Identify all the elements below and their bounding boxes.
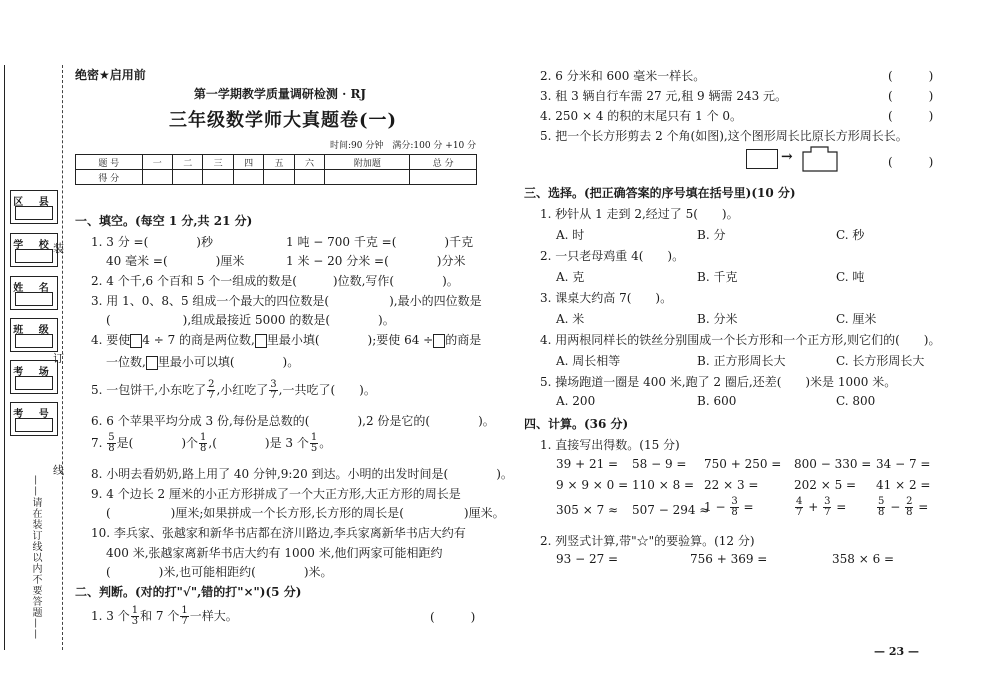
bind-char-xian: 线: [53, 464, 64, 477]
j1: 1. 3 个 $\frac{1}{3}$ 和 7 个 $\frac{1}{7}$ 一样大。: [91, 605, 238, 627]
fraction: $\frac{1}{8}$: [200, 432, 207, 454]
page-number: — 23 —: [874, 645, 919, 658]
q3a: 3. 用 1、0、8、5 组成一个最大的四位数是( ),最小的四位数是: [91, 294, 482, 308]
q4a: 4. 要使 4 ÷ 7 的商是两位数, 里最小填( );要使 64 ÷ 的商是: [91, 333, 482, 347]
answer-paren[interactable]: ( ): [888, 69, 934, 83]
q3b: ( ),组成最接近 5000 的数是( )。: [106, 313, 395, 327]
q1d: 1 米 − 20 分米 =( )分米: [286, 254, 466, 268]
calc-item: 39 + 21 =: [556, 457, 619, 471]
q1a: 1. 3 分 =( )秒: [91, 235, 213, 249]
q7: 7. $\frac{5}{8}$ 是( )个 $\frac{1}{8}$ ,( )是 3 个 $\frac{1}{5}$ 。: [91, 432, 332, 454]
fraction: $\frac{5}{8}$: [878, 496, 885, 518]
calc-item: 202 × 5 =: [794, 478, 857, 492]
vertical-calc-1: 93 − 27 =: [556, 552, 619, 566]
c4-option-b[interactable]: B. 正方形周长大: [697, 354, 786, 368]
c2-option-b[interactable]: B. 千克: [697, 270, 738, 284]
calc-item: 110 × 8 =: [632, 478, 695, 492]
k1: 1. 直接写出得数。(15 分): [540, 438, 680, 452]
c1-option-a[interactable]: A. 时: [556, 228, 585, 242]
vertical-calc-2: 756 + 369 =: [690, 552, 768, 566]
field-class[interactable]: 班 级: [10, 318, 58, 352]
binding-line-outer: [4, 65, 5, 650]
fraction: $\frac{3}{8}$: [731, 496, 738, 518]
calc-item: 34 − 7 =: [876, 457, 931, 471]
field-name[interactable]: 姓 名: [10, 276, 58, 310]
c3-option-a[interactable]: A. 米: [556, 312, 585, 326]
calc-item: 41 × 2 =: [876, 478, 931, 492]
c4-option-a[interactable]: A. 周长相等: [556, 354, 621, 368]
answer-paren[interactable]: ( ): [888, 109, 934, 123]
calc-item: 800 − 330 =: [794, 457, 872, 471]
time-info: 时间:90 分钟 满分:100 分 +10 分: [330, 141, 477, 151]
confidential-label: 绝密★启用前: [75, 68, 146, 82]
c3-option-c[interactable]: C. 厘米: [836, 312, 877, 326]
k2: 2. 列竖式计算,带"☆"的要验算。(12 分): [540, 534, 755, 548]
q8: 8. 小明去看奶奶,路上用了 40 分钟,9:20 到达。小明的出发时间是( )。: [91, 467, 513, 481]
c4: 4. 用两根同样长的铁丝分别围成一个长方形和一个正方形,则它们的( )。: [540, 333, 941, 347]
c2: 2. 一只老母鸡重 4( )。: [540, 249, 685, 263]
q10a: 10. 李兵家、张越家和新华书店都在济川路边,李兵家离新华书店大约有: [91, 526, 466, 540]
calc-item: 750 + 250 =: [704, 457, 782, 471]
calc-item: $\frac{4}{7}$ + $\frac{3}{7}$ =: [796, 496, 847, 518]
fraction: $\frac{1}{7}$: [181, 605, 188, 627]
fraction: $\frac{3}{7}$: [824, 496, 831, 518]
q2: 2. 4 个千,6 个百和 5 个一组成的数是( )位数,写作( )。: [91, 274, 459, 288]
section-fill-blank: 一、填空。(每空 1 分,共 21 分): [75, 214, 253, 228]
fraction: $\frac{4}{7}$: [796, 496, 803, 518]
c3: 3. 课桌大约高 7( )。: [540, 291, 673, 305]
c1: 1. 秒针从 1 走到 2,经过了 5( )。: [540, 207, 739, 221]
c5: 5. 操场跑道一圈是 400 米,跑了 2 圈后,还差( )米是 1000 米。: [540, 375, 897, 389]
c5-option-b[interactable]: B. 600: [697, 394, 737, 408]
c2-option-a[interactable]: A. 克: [556, 270, 585, 284]
blank-square[interactable]: [130, 334, 142, 348]
c1-option-c[interactable]: C. 秒: [836, 228, 865, 242]
field-school[interactable]: 学 校: [10, 233, 58, 267]
fraction: $\frac{5}{8}$: [108, 432, 115, 454]
q1c: 40 毫米 =( )厘米: [106, 254, 245, 268]
vertical-calc-3: 358 × 6 =: [832, 552, 895, 566]
answer-paren[interactable]: ( ): [430, 610, 476, 624]
q1b: 1 吨 − 700 千克 =( )千克: [286, 235, 474, 249]
blank-square[interactable]: [433, 334, 445, 348]
q9b: ( )厘米;如果拼成一个长方形,长方形的周长是( )厘米。: [106, 506, 505, 520]
calc-item: 1 − $\frac{3}{8}$ =: [704, 496, 754, 518]
score-entry-row: 得 分: [76, 170, 477, 185]
calc-item: 9 × 9 × 0 =: [556, 478, 629, 492]
fraction: $\frac{3}{7}$: [270, 379, 277, 401]
c5-option-c[interactable]: C. 800: [836, 394, 876, 408]
q10b: 400 米,张越家离新华书店大约有 1000 米,他们两家可能相距约: [106, 546, 443, 560]
q9a: 9. 4 个边长 2 厘米的小正方形拼成了一个大正方形,大正方形的周长是: [91, 487, 461, 501]
exam-subtitle: 第一学期教学质量调研检测 · RJ: [193, 87, 367, 101]
section-calculation: 四、计算。(36 分): [524, 417, 629, 431]
bind-char-zhuang: 装: [53, 242, 64, 255]
fraction: $\frac{1}{3}$: [131, 605, 139, 627]
bind-char-ding: 订: [53, 352, 64, 365]
q5: 5. 一包饼干,小东吃了 $\frac{2}{7}$ ,小红吃了 $\frac{3}{7}$ ,一共吃了( )。: [91, 379, 376, 401]
binding-warning: ——请在装订线以内不要答题——: [30, 475, 41, 640]
q4b: 一位数, 里最小可以填( )。: [106, 355, 300, 369]
answer-paren[interactable]: ( ): [888, 89, 934, 103]
q10c: ( )米,也可能相距约( )米。: [106, 565, 333, 579]
j4: 4. 250 × 4 的积的末尾只有 1 个 0。: [540, 109, 743, 123]
blank-square[interactable]: [146, 356, 158, 370]
c4-option-c[interactable]: C. 长方形周长大: [836, 354, 925, 368]
j3: 3. 租 3 辆自行车需 27 元,租 9 辆需 243 元。: [540, 89, 788, 103]
c3-option-b[interactable]: B. 分米: [697, 312, 738, 326]
field-district[interactable]: 区 县: [10, 190, 58, 224]
q6: 6. 6 个苹果平均分成 3 份,每份是总数的( ),2 份是它的( )。: [91, 414, 495, 428]
c2-option-c[interactable]: C. 吨: [836, 270, 865, 284]
j2: 2. 6 分米和 600 毫米一样长。: [540, 69, 706, 83]
calc-item: 22 × 3 =: [704, 478, 759, 492]
calc-item: $\frac{5}{8}$ − $\frac{2}{8}$ =: [878, 496, 929, 518]
j5: 5. 把一个长方形剪去 2 个角(如图),这个图形周长比原长方形周长长。: [540, 129, 908, 143]
fraction: $\frac{2}{8}$: [906, 496, 913, 518]
score-table: [75, 154, 477, 185]
cut-rectangle-figure: [802, 146, 838, 172]
page-title: 三年级数学师大真题卷(一): [168, 110, 398, 131]
field-exam-number[interactable]: 考 号: [10, 402, 58, 436]
calc-item: 305 × 7 ≈: [556, 503, 619, 517]
section-choice: 三、选择。(把正确答案的序号填在括号里)(10 分): [524, 186, 796, 200]
rectangle-figure: [746, 149, 778, 169]
score-header-row: 题 号 一 二 三 四 五 六 附加题 总 分: [76, 155, 477, 170]
c5-option-a[interactable]: A. 200: [556, 394, 596, 408]
calc-item: 507 − 294 ≈: [632, 503, 710, 517]
field-exam-room[interactable]: 考 场: [10, 360, 58, 394]
c1-option-b[interactable]: B. 分: [697, 228, 726, 242]
calc-item: 58 − 9 =: [632, 457, 687, 471]
fraction: $\frac{2}{7}$: [208, 379, 215, 401]
blank-square[interactable]: [255, 334, 267, 348]
section-judge: 二、判断。(对的打"√",错的打"×")(5 分): [75, 585, 302, 599]
answer-paren[interactable]: ( ): [888, 155, 934, 169]
arrow-icon: →: [781, 149, 793, 165]
fraction: $\frac{1}{5}$: [310, 432, 318, 454]
